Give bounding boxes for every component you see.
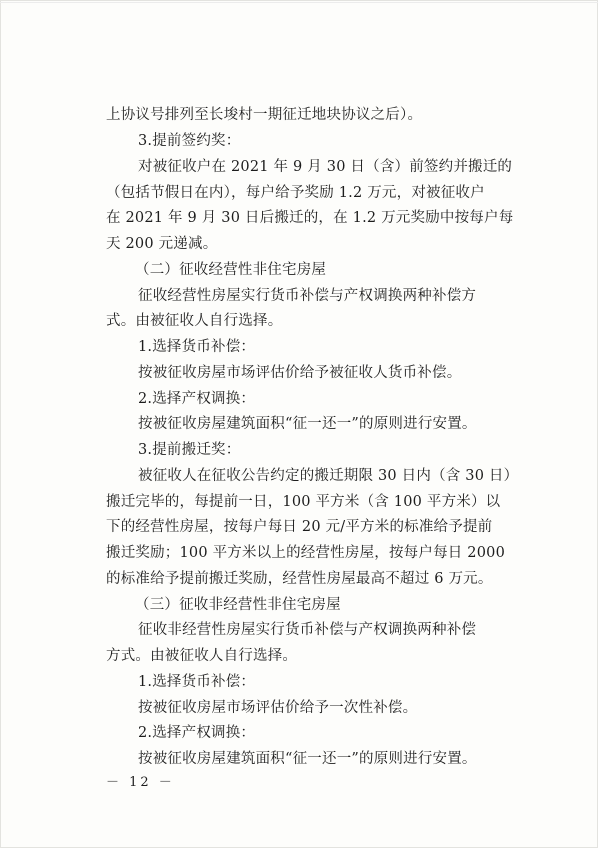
section-heading: （三）征收非经营性非住宅房屋 bbox=[135, 597, 341, 613]
text-line: 2.选择产权调换： bbox=[138, 725, 256, 741]
text-line: 搬迁奖励；100 平方米以上的经营性房屋，按每户每日 2000 bbox=[106, 545, 505, 561]
text-line: 上协议号排列至长埈村一期征迁地块协议之后）。 bbox=[106, 107, 423, 123]
text-line: 天 200 元递减。 bbox=[106, 236, 218, 252]
text-line: 的标准给予提前搬迁奖励，经营性房屋最高不超过 6 万元。 bbox=[106, 571, 493, 587]
text-line: 式。由被征收人自行选择。 bbox=[106, 313, 283, 329]
text-line: 1.选择货币补偿： bbox=[138, 674, 256, 690]
scan-edge bbox=[0, 2, 598, 3]
text-line: 按被征收房屋建筑面积“征一还一”的原则进行安置。 bbox=[138, 416, 477, 432]
text-line: 方式。由被征收人自行选择。 bbox=[106, 648, 298, 664]
text-line: （包括节假日在内），每户给予奖励 1.2 万元，对被征收户 bbox=[106, 185, 485, 201]
text-line: 3.提前签约奖： bbox=[138, 133, 241, 149]
text-line: 在 2021 年 9 月 30 日后搬迁的，在 1.2 万元奖励中按每户每 bbox=[106, 210, 514, 226]
text-line: 2.选择产权调换： bbox=[138, 391, 256, 407]
text-line: 对被征收户在 2021 年 9 月 30 日（含）前签约并搬迁的 bbox=[138, 159, 513, 175]
text-line: 搬迁完毕的，每提前一日，100 平方米（含 100 平方米）以 bbox=[106, 494, 501, 510]
text-line: 被征收人在征收公告约定的搬迁期限 30 日内（含 30 日） bbox=[138, 468, 519, 484]
text-line: 征收经营性房屋实行货币补偿与产权调换两种补偿方 bbox=[138, 288, 477, 304]
text-line: 3.提前搬迁奖： bbox=[138, 442, 241, 458]
text-line: 按被征收房屋市场评估价给予一次性补偿。 bbox=[138, 700, 418, 716]
page-number: － 12 － bbox=[106, 775, 175, 790]
text-line: 按被征收房屋建筑面积“征一还一”的原则进行安置。 bbox=[138, 751, 477, 767]
section-heading: （二）征收经营性非住宅房屋 bbox=[135, 262, 327, 278]
text-line: 征收非经营性房屋实行货币补偿与产权调换两种补偿 bbox=[138, 622, 477, 638]
text-line: 下的经营性房屋，按每户每日 20 元/平方米的标准给予提前 bbox=[106, 519, 493, 535]
text-line: 按被征收房屋市场评估价给予被征收人货币补偿。 bbox=[138, 365, 462, 381]
text-line: 1.选择货币补偿： bbox=[138, 339, 256, 355]
